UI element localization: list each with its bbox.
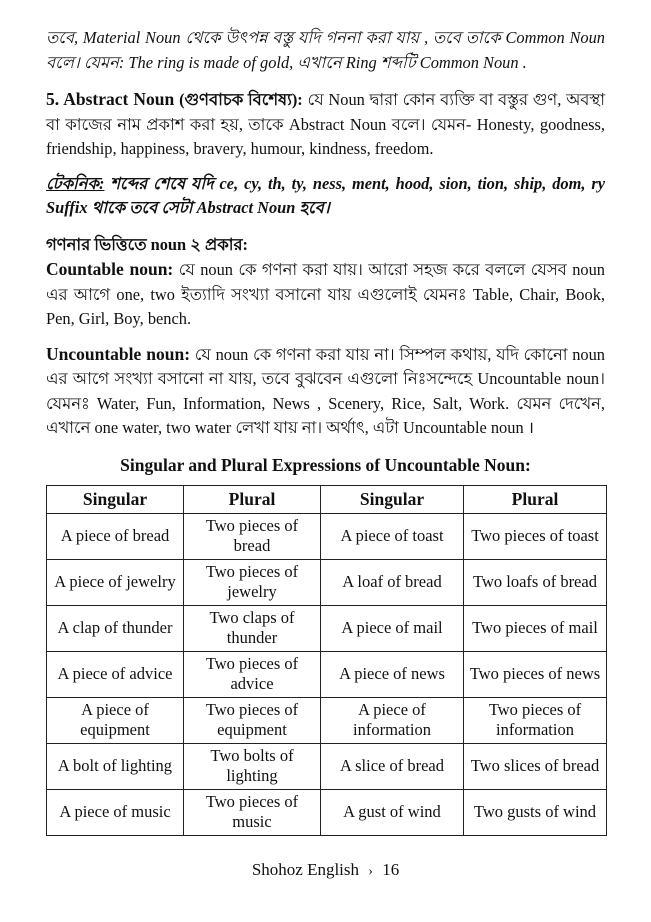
table-cell: Two pieces of jewelry bbox=[184, 559, 321, 605]
table-title: Singular and Plural Expressions of Uncountable Noun: bbox=[120, 454, 531, 475]
counting-heading: গণনার ভিত্তিতে noun ২ প্রকার: bbox=[46, 234, 248, 254]
table-cell: A piece of mail bbox=[321, 605, 464, 651]
table-cell: Two slices of bread bbox=[464, 743, 607, 789]
table-cell: Two bolts of lighting bbox=[184, 743, 321, 789]
table-cell: Two pieces of equipment bbox=[184, 697, 321, 743]
countable-body: যে noun কে গণনা করা যায়। আরো সহজ করে বললে যেসব noun এর আগে one, two ইত্যাদি সংখ্যা বসানো যায় এগুলোই যেমনঃ Table, Chair, Book, Pen, Girl, Boy, bench. bbox=[46, 260, 605, 328]
table-cell: A gust of wind bbox=[321, 789, 464, 835]
table-cell: A piece of advice bbox=[47, 651, 184, 697]
uncountable-label: Uncountable noun: bbox=[46, 343, 191, 364]
uncountable-expressions-table bbox=[46, 485, 607, 836]
table-header-row bbox=[47, 485, 607, 513]
column-header-singular: Singular bbox=[321, 485, 464, 513]
abstract-noun-body: যে Noun দ্বারা কোন ব্যক্তি বা বস্তুর গুণ, অবস্থা বা কাজের নাম প্রকাশ করা হয়, তাকে Abstract Noun বলে। যেমন- Honesty, goodness, friendship, happiness, bravery, humour, kindness, freedom. bbox=[46, 90, 606, 158]
table-row bbox=[47, 559, 607, 605]
table-cell: Two gusts of wind bbox=[464, 789, 607, 835]
abstract-noun-heading: 5. Abstract Noun bbox=[46, 89, 175, 109]
table-cell: Two pieces of bread bbox=[184, 513, 321, 559]
page-footer bbox=[0, 860, 651, 880]
uncountable-paragraph bbox=[46, 342, 605, 441]
countable-paragraph bbox=[46, 257, 605, 332]
table-row bbox=[47, 697, 607, 743]
table-cell: Two pieces of information bbox=[464, 697, 607, 743]
table-cell: A loaf of bread bbox=[321, 559, 464, 605]
page-content bbox=[46, 26, 605, 836]
abstract-noun-paragraph bbox=[46, 87, 605, 162]
table-row bbox=[47, 513, 607, 559]
table-cell: Two loafs of bread bbox=[464, 559, 607, 605]
uncountable-body: যে noun কে গণনা করা যায় না। সিম্পল কথায়, যদি কোনো noun এর আগে সংখ্যা বসানো না যায়, তবে বুঝবেন এগুলো নিঃসন্দেহে Uncountable noun। যেমনঃ Water, Fun, Information, News , Scenery, Rice, Salt, Work. যেমন দেখেন, এখানে one water, two water লেখা যায় না। অর্থাৎ, এটা Uncountable noun । bbox=[46, 344, 606, 437]
technique-paragraph bbox=[46, 172, 605, 221]
countable-label: Countable noun: bbox=[46, 259, 174, 279]
table-cell: A piece of information bbox=[321, 697, 464, 743]
technique-body: শব্দের শেষে যদি ce, cy, th, ty, ness, ment, hood, sion, tion, ship, dom, ry Suffix থাকে তবে সেটা Abstract Noun হবে। bbox=[46, 173, 605, 217]
abstract-noun-heading-bn: (গুণবাচক বিশেষ্য): bbox=[179, 90, 303, 109]
table-row bbox=[47, 743, 607, 789]
table-row bbox=[47, 605, 607, 651]
page-number: 16 bbox=[382, 860, 400, 879]
table-cell: A piece of news bbox=[321, 651, 464, 697]
table-cell: A piece of jewelry bbox=[47, 559, 184, 605]
table-cell: A piece of toast bbox=[321, 513, 464, 559]
technique-label: টেকনিক: bbox=[46, 173, 105, 193]
book-name: Shohoz English bbox=[251, 860, 360, 879]
table-cell: A piece of music bbox=[47, 789, 184, 835]
table-cell: A piece of equipment bbox=[47, 697, 184, 743]
table-cell: Two claps of thunder bbox=[184, 605, 321, 651]
table-cell: A clap of thunder bbox=[47, 605, 184, 651]
table-row bbox=[47, 789, 607, 835]
footer-separator: › bbox=[368, 864, 373, 879]
table-cell: Two pieces of music bbox=[184, 789, 321, 835]
table-cell: Two pieces of advice bbox=[184, 651, 321, 697]
table-cell: A bolt of lighting bbox=[47, 743, 184, 789]
table-cell: A slice of bread bbox=[321, 743, 464, 789]
table-cell: Two pieces of toast bbox=[464, 513, 607, 559]
table-cell: Two pieces of mail bbox=[464, 605, 607, 651]
table-row bbox=[47, 651, 607, 697]
column-header-plural: Plural bbox=[464, 485, 607, 513]
table-cell: Two pieces of news bbox=[464, 651, 607, 697]
table-cell: A piece of bread bbox=[47, 513, 184, 559]
column-header-plural: Plural bbox=[184, 485, 321, 513]
intro-paragraph: তবে, Material Noun থেকে উৎপন্ন বস্তু যদি গননা করা যায় , তবে তাকে Common Noun বলে। যেমন: The ring is made of gold, এখানে Ring শব্দটি Common Noun . bbox=[46, 28, 605, 72]
column-header-singular: Singular bbox=[47, 485, 184, 513]
